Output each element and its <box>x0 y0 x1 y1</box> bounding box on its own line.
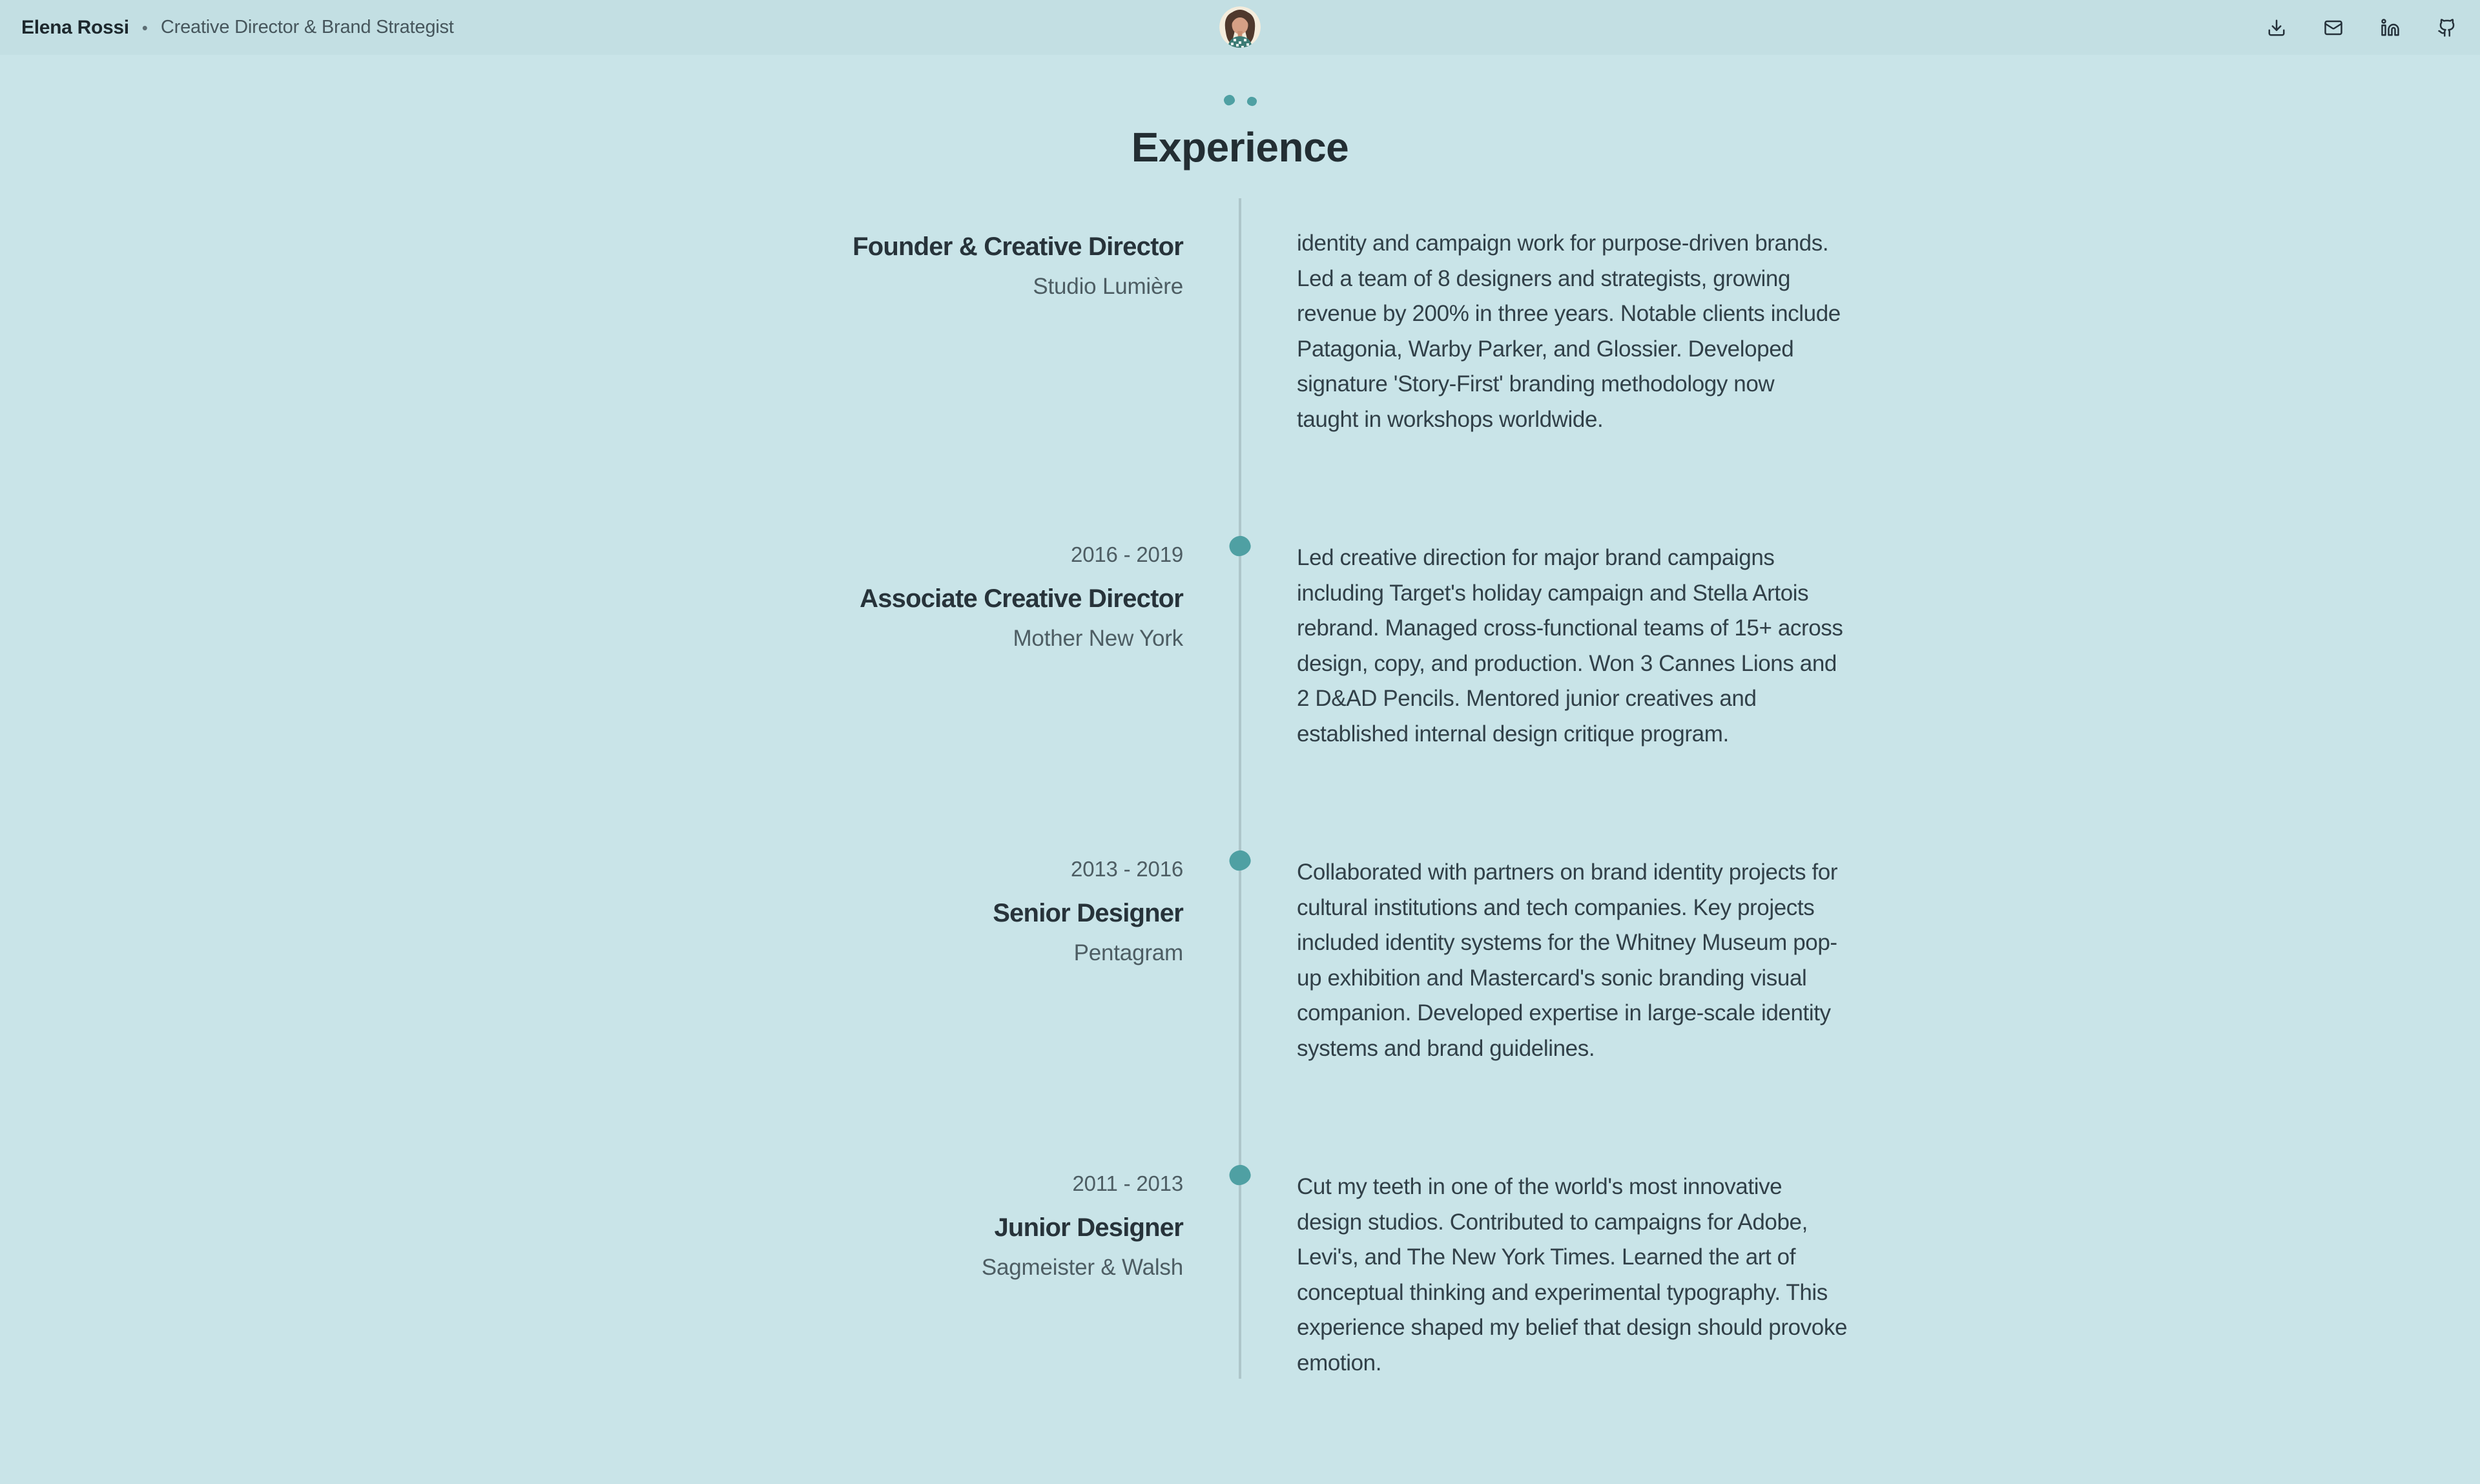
description-line: conceptual thinking and experimental typography. This <box>1297 1279 1828 1305</box>
description-line: Cut my teeth in one of the world's most innovative <box>1297 1174 1782 1199</box>
entry-company: Studio Lumière <box>1033 274 1183 299</box>
description-line: experience shaped my belief that design should provoke <box>1297 1315 1848 1341</box>
description-line: cultural institutions and tech companies. Key projects <box>1297 894 1815 920</box>
entry-timeline-gap <box>1183 226 1297 541</box>
entry-title: Junior Designer <box>994 1213 1183 1242</box>
description-line: rebrand. Managed cross-functional teams of 15+ across <box>1297 615 1843 641</box>
description-line: Led a team of 8 designers and strategists, growing <box>1297 265 1791 291</box>
description-line: 2 D&AD Pencils. Mentored junior creatives and <box>1297 686 1757 712</box>
entry-body <box>1297 541 2480 752</box>
nav-actions <box>2267 18 2457 37</box>
description-line: established internal design critique program. <box>1297 721 1729 747</box>
accent-dot-icon <box>1246 96 1257 107</box>
entry-body <box>1297 855 2480 1067</box>
accent-dot-icon <box>1223 94 1235 107</box>
entry-description <box>1297 226 1943 438</box>
entry-description <box>1297 541 1943 752</box>
description-line: taught in workshops worldwide. <box>1297 406 1604 432</box>
description-line: companion. Developed expertise in large-scale identity <box>1297 1000 1831 1026</box>
description-line: design, copy, and production. Won 3 Cannes Lions and <box>1297 650 1837 676</box>
separator-dot-icon: • <box>141 17 148 37</box>
description-line: including Target's holiday campaign and Stella Artois <box>1297 580 1809 606</box>
description-line: identity and campaign work for purpose-driven brands. <box>1297 231 1829 256</box>
github-icon <box>2437 18 2457 37</box>
entry-title: Senior Designer <box>993 899 1183 927</box>
entry-period: 2013 - 2016 <box>1071 857 1183 881</box>
github-button[interactable] <box>2437 18 2457 37</box>
timeline <box>0 226 2480 1484</box>
entry-meta <box>0 541 1183 653</box>
entry-period: 2016 - 2019 <box>1071 542 1183 566</box>
entry-meta <box>0 226 1183 301</box>
entry-timeline-gap <box>1183 1170 1297 1484</box>
entry-timeline-gap <box>1183 855 1297 1170</box>
avatar[interactable] <box>1219 6 1261 48</box>
download-icon <box>2267 18 2286 37</box>
experience-entry <box>0 855 2480 1170</box>
description-line: included identity systems for the Whitney Museum pop- <box>1297 930 1837 956</box>
timeline-entries <box>0 226 2480 1484</box>
top-nav <box>0 0 2480 55</box>
description-line: systems and brand guidelines. <box>1297 1035 1595 1061</box>
description-line: revenue by 200% in three years. Notable clients include <box>1297 301 1841 327</box>
description-line: up exhibition and Mastercard's sonic branding visual <box>1297 965 1807 991</box>
description-line: Patagonia, Warby Parker, and Glossier. Developed <box>1297 336 1794 362</box>
description-line: design studios. Contributed to campaigns for Adobe, <box>1297 1209 1808 1235</box>
experience-section <box>0 55 2480 1395</box>
description-line: signature 'Story-First' branding methodology now <box>1297 371 1775 397</box>
section-title: Experience <box>1131 124 1349 170</box>
experience-entry <box>0 226 2480 541</box>
email-button[interactable] <box>2324 18 2343 37</box>
entry-period: 2011 - 2013 <box>1072 1171 1183 1195</box>
experience-entry <box>0 1170 2480 1484</box>
description-line: Levi's, and The New York Times. Learned the art of <box>1297 1244 1796 1270</box>
download-button[interactable] <box>2267 18 2286 37</box>
entry-body <box>1297 226 2480 438</box>
entry-company: Pentagram <box>1073 940 1183 965</box>
linkedin-button[interactable] <box>2381 18 2400 37</box>
experience-entry <box>0 541 2480 855</box>
entry-meta <box>0 855 1183 967</box>
nav-brand[interactable] <box>21 17 454 39</box>
description-line: emotion. <box>1297 1350 1382 1376</box>
site-name[interactable]: Elena Rossi <box>21 16 129 38</box>
entry-description <box>1297 1170 1943 1381</box>
avatar-photo <box>1219 6 1261 48</box>
linkedin-icon <box>2381 18 2400 37</box>
mail-icon <box>2324 18 2343 37</box>
entry-timeline-gap <box>1183 541 1297 855</box>
entry-body <box>1297 1170 2480 1381</box>
entry-company: Mother New York <box>1013 626 1183 651</box>
decorative-dots <box>0 55 2480 107</box>
entry-meta <box>0 1170 1183 1282</box>
description-line: Led creative direction for major brand campaigns <box>1297 545 1775 570</box>
entry-title: Founder & Creative Director <box>852 232 1183 261</box>
entry-title: Associate Creative Director <box>860 584 1183 613</box>
description-line: Collaborated with partners on brand identity projects for <box>1297 860 1838 885</box>
entry-company: Sagmeister & Walsh <box>981 1255 1183 1280</box>
entry-description <box>1297 855 1943 1067</box>
site-subtitle: Creative Director & Brand Strategist <box>160 17 454 37</box>
